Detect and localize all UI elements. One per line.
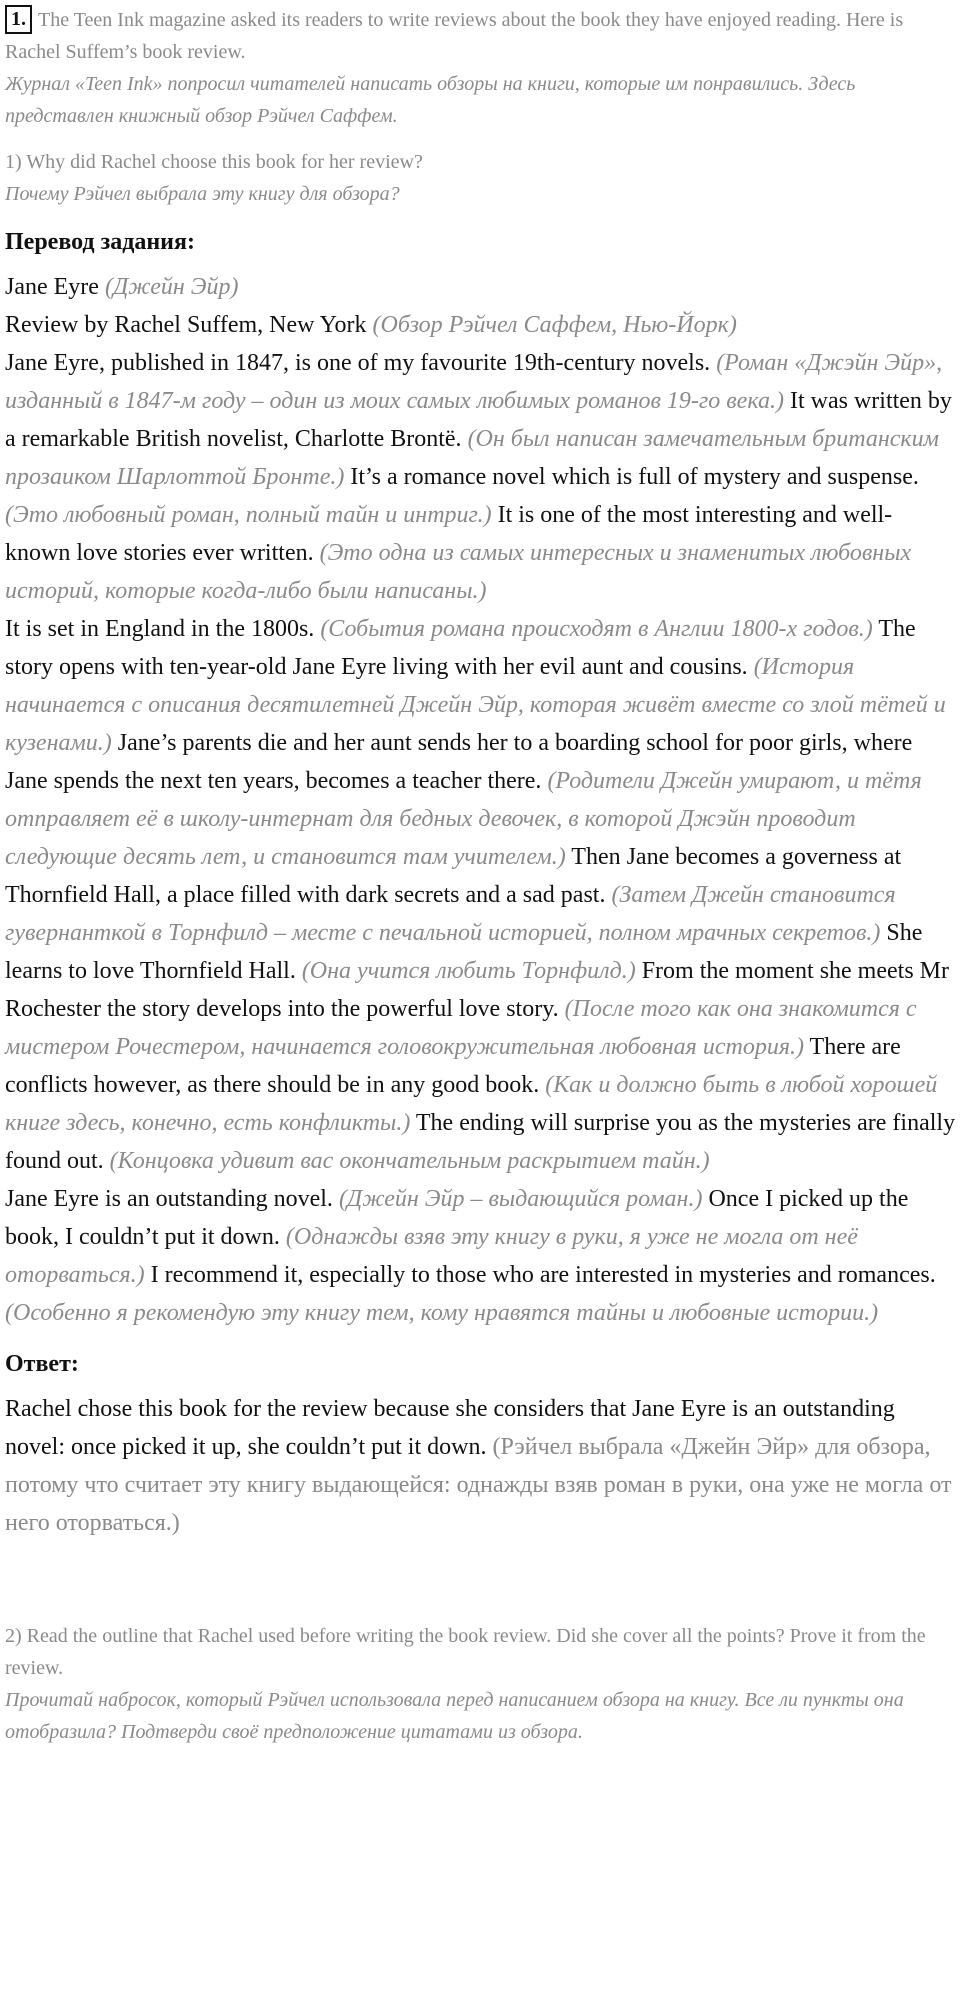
sentence-en: It’s a romance novel which is full of mystery and suspense. [350,464,919,490]
translation-heading: Перевод задания: [5,229,195,255]
sentence-en: Jane Eyre is an outstanding novel. [5,1186,333,1212]
sentence-en: The ending will surprise you as the mysteries are finally found out. [5,1110,956,1174]
sentence-en: Once I picked up the book, I couldn’t put it down. [5,1186,909,1250]
sentence-ru: (Джейн Эйр – выдающийся роман.) [338,1186,703,1212]
question-1-ru: Почему Рэйчел выбрала эту книгу для обзора? [5,183,400,205]
sentence-en: It is set in England in the 1800s. [5,616,315,642]
review-title [5,268,956,306]
task-block [5,4,956,132]
sentence-en: It is one of the most interesting and well-known love stories ever written. [5,502,893,566]
review-byline-en: Review by Rachel Suffem, New York [5,312,367,338]
sentence-ru: (Затем Джейн становится гувернанткой в Торнфилд – месте с печальной историей, полном мрачных секретов.) [5,882,896,946]
sentence-en: I recommend it, especially to those who are interested in mysteries and romances. [150,1262,936,1288]
sentence-ru: (Особенно я рекомендую эту книгу тем, кому нравятся тайны и любовные истории.) [5,1300,879,1326]
sentence-ru: (Роман «Джэйн Эйр», изданный в 1847-м году – один из моих самых любимых романов 19-го века.) [5,350,943,414]
review-paragraph [5,344,956,610]
sentence-ru: (Однажды взяв эту книгу в руки, я уже не могла от неё оторваться.) [5,1224,858,1288]
sentence-en: Jane’s parents die and her aunt sends her to a boarding school for poor girls, where Jane spends the next ten years, becomes a teacher there. [5,730,913,794]
review-paragraph [5,610,956,1180]
sentence-ru: (Это одна из самых интересных и знаменитых любовных историй, которые когда-либо были написаны.) [5,540,912,604]
sentence-en: There are conflicts however, as there should be in any good book. [5,1034,901,1098]
question-1-en: 1) Why did Rachel choose this book for her review? [5,151,423,173]
sentence-ru: (После того как она знакомится с мистером Рочестером, начинается головокружительная любовная история.) [5,996,917,1060]
sentence-en: It was written by a remarkable British novelist, Charlotte Brontë. [5,388,952,452]
task-intro-ru: Журнал «Teen Ink» попросил читателей написать обзоры на книги, которые им понравились. Здесь представлен книжный обзор Рэйчел Саффем. [5,73,856,127]
question-2-en: 2) Read the outline that Rachel used before writing the book review. Did she cover all the points? Prove it from the review. [5,1625,926,1679]
answer-ru: (Рэйчел выбрала «Джейн Эйр» для обзора, потому что считает эту книгу выдающейся: однажды взяв роман в руки, она уже не могла от него оторваться.) [5,1434,952,1536]
sentence-ru: (История начинается с описания десятилетней Джейн Эйр, которая живёт вместе со злой тётей и кузенами.) [5,654,946,756]
question-1 [5,146,956,210]
review-paragraph [5,1180,956,1332]
review-byline [5,306,956,344]
sentence-ru: (Родители Джейн умирают, и тётя отправляет её в школу-интернат для бедных девочек, в которой Джэйн проводит следующие десять лет, и становится там учителем.) [5,768,922,870]
review-paragraphs [5,344,956,1332]
question-2 [5,1620,956,1748]
task-number: 1. [5,5,32,34]
sentence-en: Jane Eyre, published in 1847, is one of my favourite 19th-century novels. [5,350,711,376]
task-intro-en [5,4,956,68]
sentence-ru: (Это любовный роман, полный тайн и интриг.) [5,502,492,528]
review-title-ru: (Джейн Эйр) [104,274,239,300]
sentence-ru: (Концовка удивит вас окончательным раскрытием тайн.) [109,1148,710,1174]
review-byline-ru: (Обзор Рэйчел Саффем, Нью-Йорк) [372,312,737,338]
sentence-ru: (Он был написан замечательным британским прозаиком Шарлоттой Бронте.) [5,426,939,490]
sentence-ru: (События романа происходят в Англии 1800-х годов.) [320,616,873,642]
sentence-en: She learns to love Thornfield Hall. [5,920,923,984]
sentence-en: The story opens with ten-year-old Jane Eyre living with her evil aunt and cousins. [5,616,916,680]
sentence-en: Then Jane becomes a governess at Thornfield Hall, a place filled with dark secrets and a sad past. [5,844,902,908]
question-2-ru: Прочитай набросок, который Рэйчел использовала перед написанием обзора на книгу. Все ли пункты она отобразила? Подтверди своё предположение цитатами из обзора. [5,1689,904,1743]
sentence-en: From the moment she meets Mr Rochester the story develops into the powerful love story. [5,958,949,1022]
answer-block [5,1390,956,1542]
review-translation [5,268,956,1332]
answer-text [5,1390,956,1542]
answer-heading: Ответ: [5,1351,79,1377]
review-title-en: Jane Eyre [5,274,99,300]
task-intro-en-text: The Teen Ink magazine asked its readers to write reviews about the book they have enjoyed reading. Here is Rachel Suffem’s book review. [5,9,904,63]
answer-en: Rachel chose this book for the review because she considers that Jane Eyre is an outstanding novel: once picked it up, she couldn’t put it down. [5,1396,895,1460]
sentence-ru: (Она учится любить Торнфилд.) [301,958,636,984]
sentence-ru: (Как и должно быть в любой хорошей книге здесь, конечно, есть конфликты.) [5,1072,938,1136]
